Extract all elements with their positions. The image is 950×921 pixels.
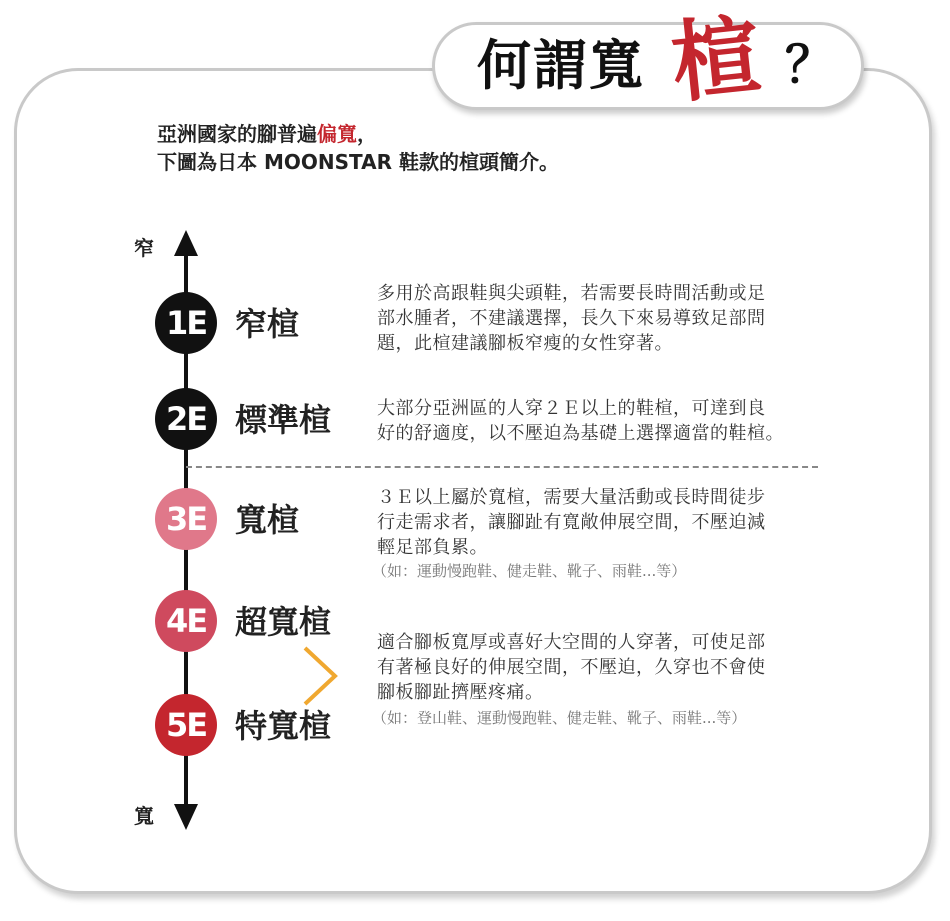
level-label-4e: 超寬楦: [235, 603, 332, 641]
description-line: 適合腳板寬厚或喜好大空間的人穿著，可使足部: [377, 632, 766, 653]
description-4e-5e: [377, 630, 766, 705]
level-label-5e: 特寬楦: [235, 707, 332, 745]
intro-line-2: 下圖為日本 MOONSTAR 鞋款的楦頭簡介。: [157, 150, 559, 174]
level-label-2e: 標準楦: [235, 401, 332, 439]
axis-arrow-up-icon: [174, 230, 198, 256]
description-4e-5e-note: （如：登山鞋、運動慢跑鞋、健走鞋、靴子、雨鞋...等）: [372, 709, 747, 727]
chevron-right-icon: [305, 648, 335, 704]
badge-1e: 1E: [155, 292, 217, 354]
axis-top-label: 窄: [134, 236, 154, 260]
description-3e: [377, 485, 766, 560]
description-2e: [377, 396, 784, 446]
description-line: 題，此楦建議腳板窄瘦的女性穿著。: [377, 333, 673, 354]
description-line: 行走需求者，讓腳趾有寬敞伸展空間，不壓迫減: [377, 512, 766, 533]
description-3e-note: （如：運動慢跑鞋、健走鞋、靴子、雨鞋...等）: [372, 562, 687, 580]
description-line: 有著極良好的伸展空間，不壓迫，久穿也不會使: [377, 657, 766, 678]
badge-5e: 5E: [155, 694, 217, 756]
description-line: 輕足部負累。: [377, 537, 488, 558]
title-question-mark: ？: [785, 36, 835, 94]
description-line: 大部分亞洲區的人穿２Ｅ以上的鞋楦，可達到良: [377, 398, 766, 419]
description-line: 腳板腳趾擠壓疼痛。: [377, 682, 544, 703]
description-line: ３Ｅ以上屬於寬楦，需要大量活動或長時間徒步: [377, 487, 766, 508]
badge-4e: 4E: [155, 590, 217, 652]
description-line: 部水腫者，不建議選擇，長久下來易導致足部問: [377, 308, 766, 329]
description-line: 多用於高跟鞋與尖頭鞋，若需要長時間活動或足: [377, 283, 766, 304]
badge-2e: 2E: [155, 388, 217, 450]
intro-line-1-suffix: ，: [357, 122, 377, 146]
level-label-1e: 窄楦: [235, 305, 300, 343]
description-1e: [377, 281, 766, 356]
title-main: 何謂寬: [477, 34, 645, 97]
level-label-3e: 寬楦: [235, 501, 300, 539]
title-emphasis: 楦: [666, 3, 766, 116]
intro-highlight: 偏寬: [317, 122, 357, 146]
badge-3e: 3E: [155, 488, 217, 550]
description-line: 好的舒適度，以不壓迫為基礎上選擇適當的鞋楦。: [377, 423, 784, 444]
dashed-divider: [186, 466, 818, 468]
axis-bottom-label: 寬: [134, 804, 154, 828]
axis-arrow-down-icon: [174, 804, 198, 830]
intro-line-1-prefix: 亞洲國家的腳普遍: [157, 122, 317, 146]
